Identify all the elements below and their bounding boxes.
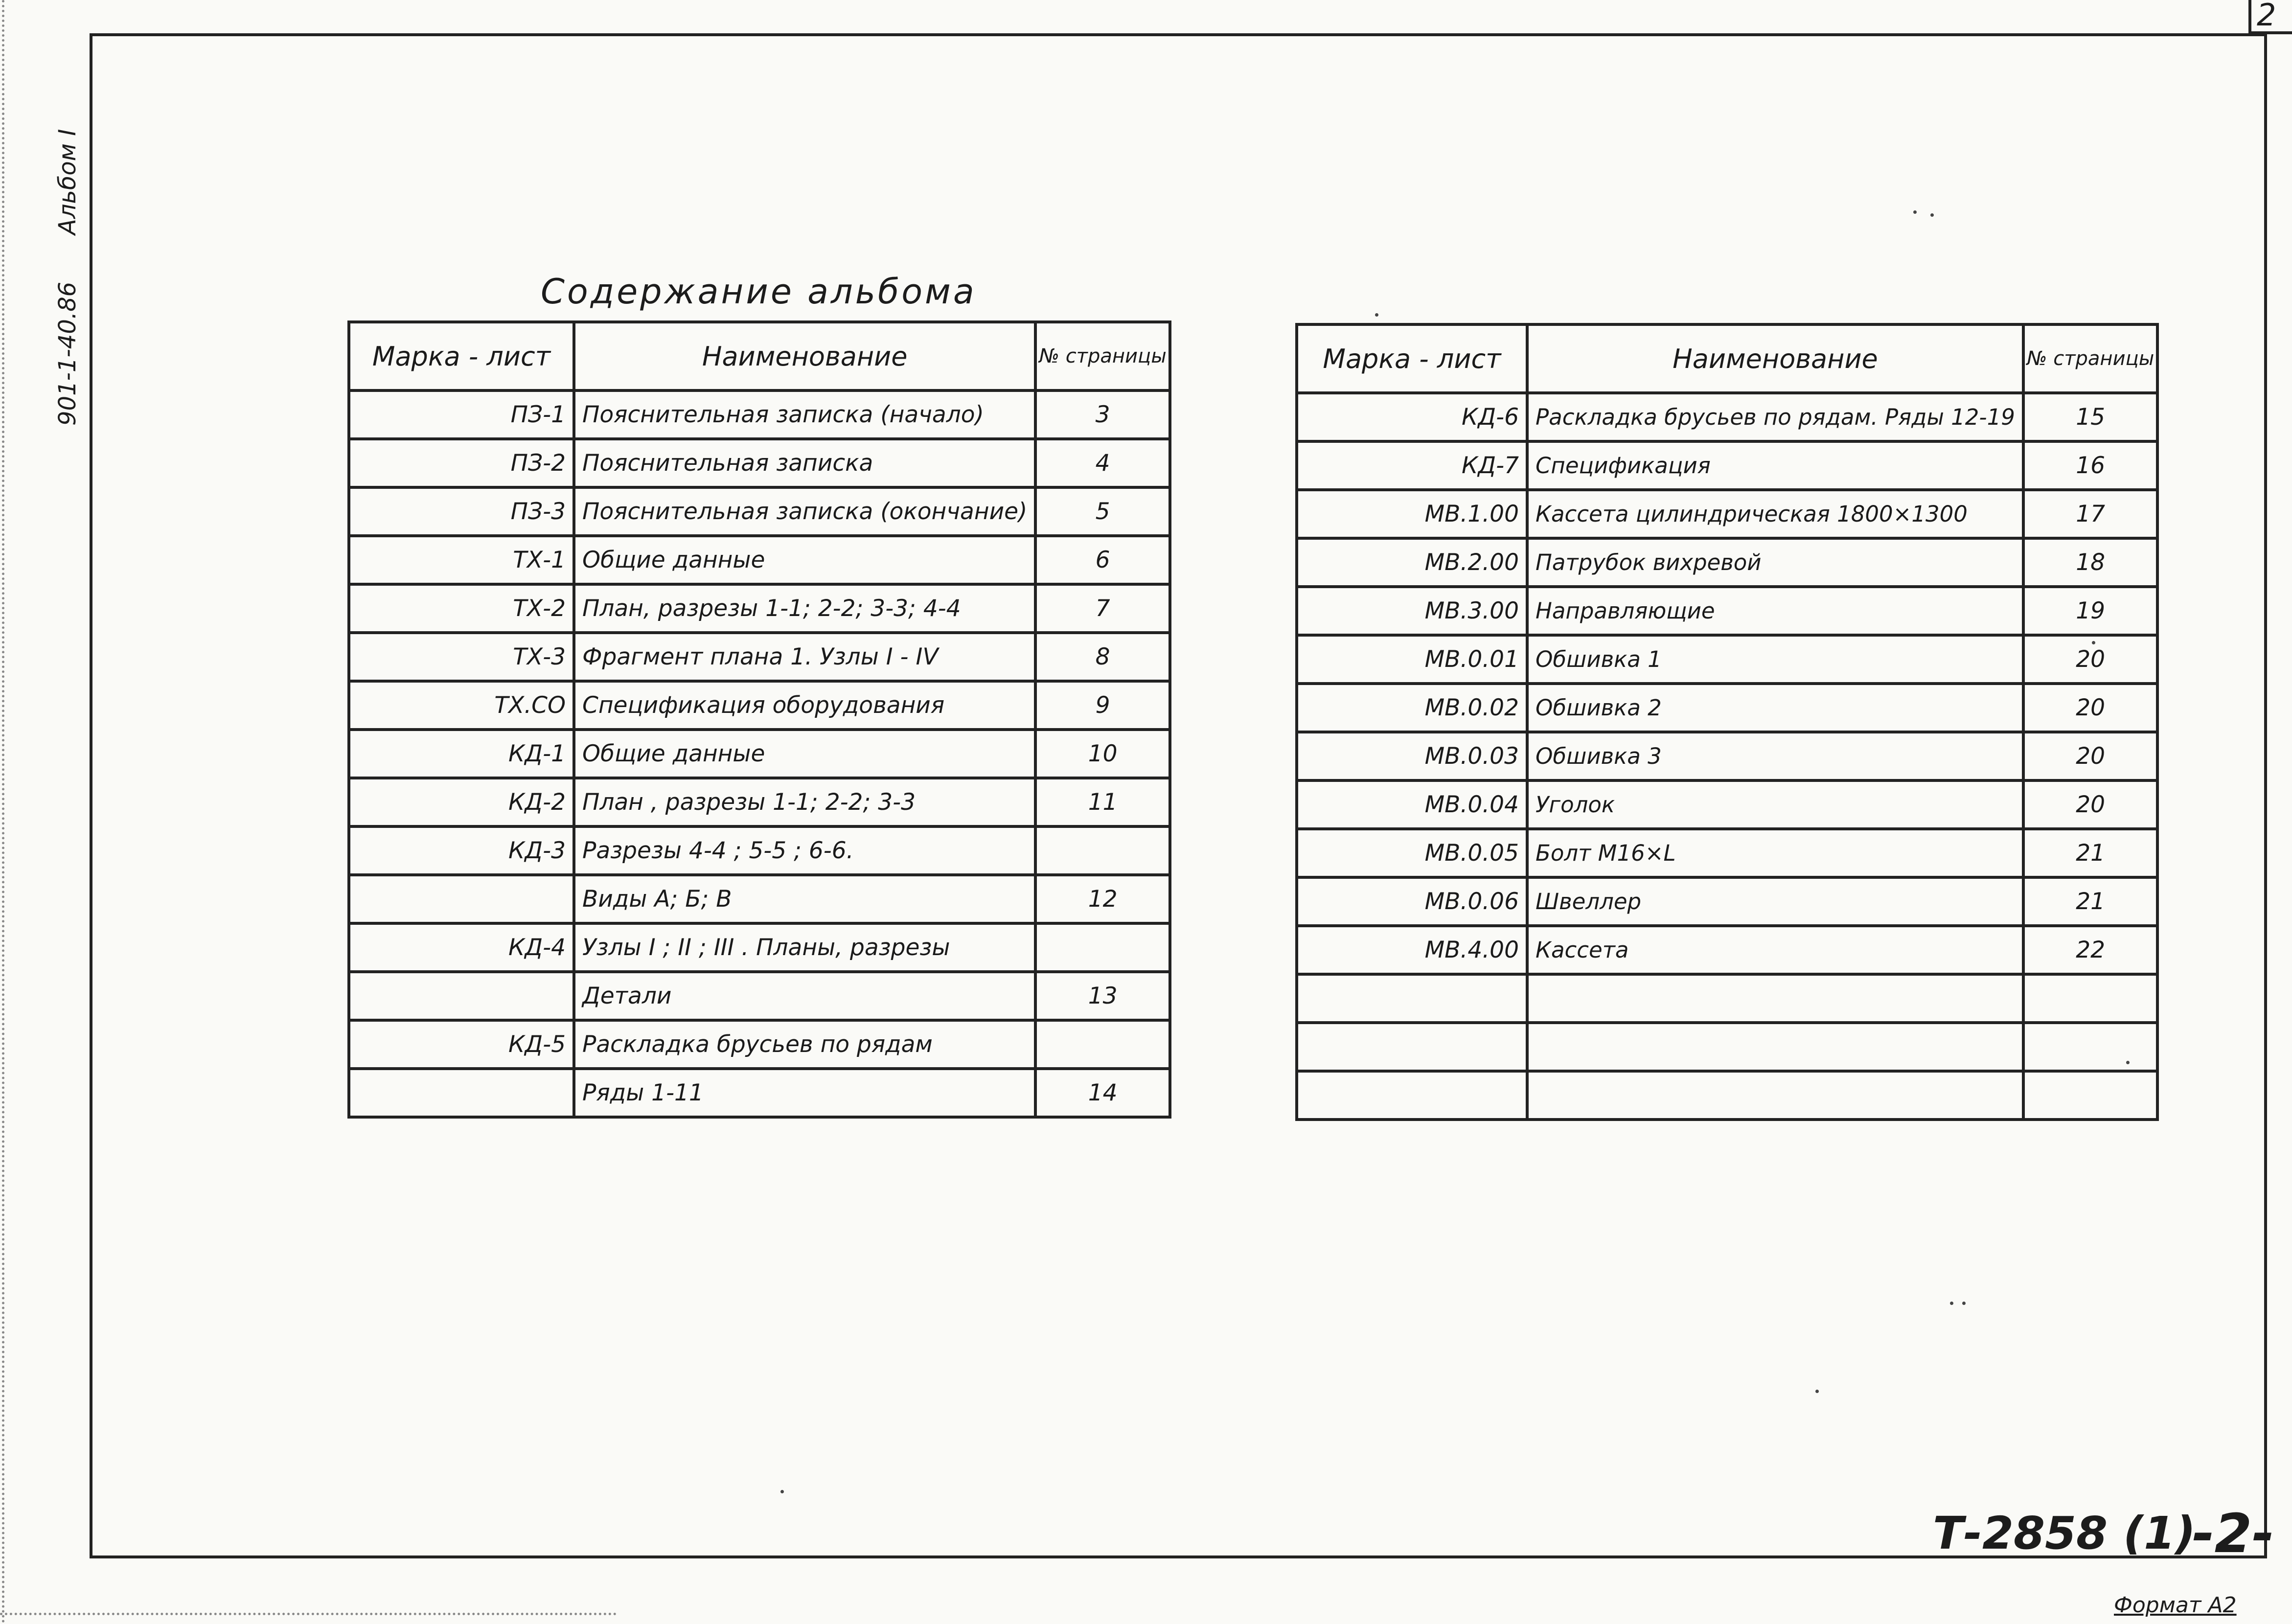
- row-name: Уголок: [1527, 780, 2023, 829]
- row-mark: ТХ-1: [349, 536, 574, 584]
- sheet-number: -2-: [2192, 1502, 2274, 1565]
- row-name: Обшивка 1: [1527, 635, 2023, 684]
- row-page: 14: [1035, 1069, 1169, 1117]
- table-row: [1297, 684, 2157, 732]
- table-row: [349, 633, 1170, 681]
- row-mark: ТХ-2: [349, 584, 574, 633]
- row-mark: КД-4: [349, 923, 574, 972]
- row-name: Спецификация: [1527, 441, 2023, 490]
- row-page: 20: [2023, 684, 2157, 732]
- row-page: 11: [1035, 778, 1169, 826]
- row-name: Обшивка 3: [1527, 732, 2023, 780]
- header-name: Наименование: [1527, 324, 2023, 393]
- row-name: Направляющие: [1527, 587, 2023, 635]
- row-name: Разрезы 4-4 ; 5-5 ; 6-6.: [574, 826, 1035, 875]
- row-name: Пояснительная записка (окончание): [574, 487, 1035, 536]
- row-mark: ПЗ-3: [349, 487, 574, 536]
- row-page: [2023, 1023, 2157, 1071]
- row-page: 10: [1035, 730, 1169, 778]
- row-page: 17: [2023, 490, 2157, 538]
- table-row: [349, 390, 1170, 439]
- row-mark: КД-3: [349, 826, 574, 875]
- table-row: [1297, 829, 2157, 877]
- contents-table-left: [347, 320, 1171, 1119]
- bottom-edge-dots: [0, 1613, 617, 1615]
- row-mark: ТХ.СО: [349, 681, 574, 730]
- row-mark: МВ.4.00: [1297, 926, 1527, 974]
- row-name: Пояснительная записка (начало): [574, 390, 1035, 439]
- row-page: 13: [1035, 972, 1169, 1020]
- row-page: 9: [1035, 681, 1169, 730]
- row-name: Болт М16×L: [1527, 829, 2023, 877]
- row-mark: КД-5: [349, 1020, 574, 1069]
- row-mark: МВ.0.03: [1297, 732, 1527, 780]
- album-code: 901-1-40.86: [54, 281, 81, 426]
- row-page: [1035, 826, 1169, 875]
- row-name: Кассета: [1527, 926, 2023, 974]
- row-page: 18: [2023, 538, 2157, 587]
- row-mark: МВ.0.04: [1297, 780, 1527, 829]
- row-name: Ряды 1-11: [574, 1069, 1035, 1117]
- row-mark: МВ.0.05: [1297, 829, 1527, 877]
- table-row: [349, 1020, 1170, 1069]
- row-mark: ПЗ-1: [349, 390, 574, 439]
- header-page: № страницы: [2023, 324, 2157, 393]
- scan-speck: [2126, 1061, 2130, 1064]
- table-row: [349, 681, 1170, 730]
- table-row: [1297, 1071, 2157, 1120]
- row-mark: МВ.0.01: [1297, 635, 1527, 684]
- table-body: [349, 390, 1170, 1117]
- table-row: [349, 730, 1170, 778]
- row-name: [1527, 1023, 2023, 1071]
- document-code: Т-2858 (1): [1933, 1507, 2196, 1559]
- scan-speck: [1375, 313, 1378, 317]
- table-row: [1297, 490, 2157, 538]
- row-page: 20: [2023, 732, 2157, 780]
- table-row: [349, 826, 1170, 875]
- row-page: 6: [1035, 536, 1169, 584]
- row-mark: КД-7: [1297, 441, 1527, 490]
- table-row: [1297, 877, 2157, 926]
- row-mark: [349, 875, 574, 923]
- table-row: [349, 439, 1170, 487]
- row-name: [1527, 974, 2023, 1023]
- row-page: 20: [2023, 780, 2157, 829]
- row-name: Детали: [574, 972, 1035, 1020]
- row-mark: ПЗ-2: [349, 439, 574, 487]
- scan-speck: [1962, 1302, 1966, 1305]
- scan-speck: [2092, 641, 2095, 644]
- row-page: 15: [2023, 393, 2157, 441]
- sheet-corner-number: 2: [2257, 0, 2276, 33]
- row-name: Общие данные: [574, 730, 1035, 778]
- scan-speck: [1913, 210, 1917, 214]
- row-page: 16: [2023, 441, 2157, 490]
- table-row: [1297, 780, 2157, 829]
- contents-table-right: [1295, 323, 2159, 1121]
- row-page: [2023, 1071, 2157, 1120]
- scan-speck: [1815, 1390, 1819, 1393]
- table-row: [349, 778, 1170, 826]
- row-page: 5: [1035, 487, 1169, 536]
- table-row: [349, 972, 1170, 1020]
- table-row: [1297, 974, 2157, 1023]
- row-page: 22: [2023, 926, 2157, 974]
- table-row: [349, 1069, 1170, 1117]
- table-body: [1297, 393, 2157, 1120]
- row-page: 4: [1035, 439, 1169, 487]
- row-mark: МВ.2.00: [1297, 538, 1527, 587]
- table-row: [1297, 587, 2157, 635]
- row-mark: [349, 972, 574, 1020]
- row-page: 20: [2023, 635, 2157, 684]
- table-row: [1297, 926, 2157, 974]
- row-name: Патрубок вихревой: [1527, 538, 2023, 587]
- scan-speck: [1930, 213, 1934, 217]
- row-page: [2023, 974, 2157, 1023]
- row-page: [1035, 923, 1169, 972]
- scan-speck: [780, 1490, 784, 1493]
- row-name: Обшивка 2: [1527, 684, 2023, 732]
- row-page: [1035, 1020, 1169, 1069]
- row-name: [1527, 1071, 2023, 1120]
- row-mark: МВ.0.06: [1297, 877, 1527, 926]
- table-row: [349, 487, 1170, 536]
- header-mark: Марка - лист: [349, 322, 574, 390]
- row-mark: КД-1: [349, 730, 574, 778]
- row-mark: КД-2: [349, 778, 574, 826]
- table-row: [1297, 732, 2157, 780]
- row-page: 3: [1035, 390, 1169, 439]
- table-row: [349, 923, 1170, 972]
- table-row: [1297, 393, 2157, 441]
- row-name: Узлы I ; II ; III . Планы, разрезы: [574, 923, 1035, 972]
- row-page: 12: [1035, 875, 1169, 923]
- row-name: Фрагмент плана 1. Узлы I - IV: [574, 633, 1035, 681]
- table-row: [1297, 635, 2157, 684]
- row-name: Раскладка брусьев по рядам: [574, 1020, 1035, 1069]
- album-name: Альбом I: [54, 129, 81, 235]
- row-page: 21: [2023, 829, 2157, 877]
- format-label: Формат А2: [2114, 1593, 2237, 1618]
- table-row: [349, 536, 1170, 584]
- row-name: Спецификация оборудования: [574, 681, 1035, 730]
- scan-speck: [1950, 1302, 1953, 1305]
- row-mark: [1297, 1071, 1527, 1120]
- table-row: [1297, 538, 2157, 587]
- table-row: [1297, 1023, 2157, 1071]
- row-page: 21: [2023, 877, 2157, 926]
- table-row: [349, 584, 1170, 633]
- row-mark: [349, 1069, 574, 1117]
- row-page: 8: [1035, 633, 1169, 681]
- row-mark: МВ.3.00: [1297, 587, 1527, 635]
- row-mark: КД-6: [1297, 393, 1527, 441]
- binding-edge-dots: [2, 0, 4, 1624]
- contents-title: Содержание альбома: [541, 272, 977, 312]
- row-mark: [1297, 1023, 1527, 1071]
- row-mark: МВ.0.02: [1297, 684, 1527, 732]
- row-name: Швеллер: [1527, 877, 2023, 926]
- header-mark: Марка - лист: [1297, 324, 1527, 393]
- table-header-row: [1297, 324, 2157, 393]
- row-mark: МВ.1.00: [1297, 490, 1527, 538]
- table-row: [349, 875, 1170, 923]
- row-name: Пояснительная записка: [574, 439, 1035, 487]
- row-name: План, разрезы 1-1; 2-2; 3-3; 4-4: [574, 584, 1035, 633]
- row-name: Раскладка брусьев по рядам. Ряды 12-19: [1527, 393, 2023, 441]
- row-mark: [1297, 974, 1527, 1023]
- row-name: Виды А; Б; В: [574, 875, 1035, 923]
- row-mark: ТХ-3: [349, 633, 574, 681]
- table-header-row: [349, 322, 1170, 390]
- row-name: Общие данные: [574, 536, 1035, 584]
- row-name: Кассета цилиндрическая 1800×1300: [1527, 490, 2023, 538]
- table-row: [1297, 441, 2157, 490]
- row-name: План , разрезы 1-1; 2-2; 3-3: [574, 778, 1035, 826]
- row-page: 19: [2023, 587, 2157, 635]
- header-page: № страницы: [1035, 322, 1169, 390]
- header-name: Наименование: [574, 322, 1035, 390]
- row-page: 7: [1035, 584, 1169, 633]
